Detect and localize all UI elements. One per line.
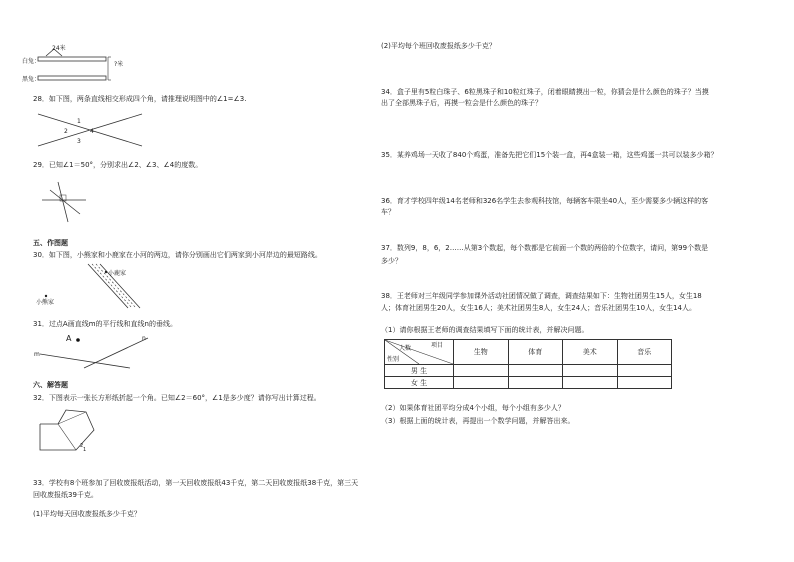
q38-part3-text: （3）根据上面的统计表，再提出一个数学问题，并解答出来。 (381, 417, 575, 425)
fig28-label-1: 1 (77, 118, 81, 125)
table-diagonal-header (385, 340, 454, 365)
q28-text: 28．如下图，两条直线相交形成四个角，请推理说明图中的∠1=∠3. (33, 95, 247, 103)
bear-home-dot (45, 295, 47, 297)
fig27-label-white: 白兔： (22, 58, 41, 65)
col-header-music: 音乐 (617, 340, 672, 365)
header-people-label: 人数 (399, 345, 412, 352)
q27-bar-diagram (28, 40, 128, 90)
row-header-boys: 男 生 (385, 365, 454, 377)
col-header-biology: 生物 (454, 340, 509, 365)
q33-text: 33．学校有8个班参加了回收废报纸活动，第一天回收废报纸43千克，第二天回收废报纸38千克，第三天回收废报纸39千克。 (33, 479, 359, 499)
cell-blank[interactable] (454, 377, 509, 389)
line-n (84, 338, 148, 368)
cell-blank[interactable] (454, 365, 509, 377)
q32-text: 32．下图表示一张长方形纸折起一个角。已知∠2＝60°，∠1是多少度？请你写出计算过程。 (33, 394, 321, 402)
header-gender-label: 性别 (387, 356, 400, 363)
line-m (40, 354, 130, 368)
header-item-label: 项目 (431, 342, 444, 349)
col-header-sports: 体育 (508, 340, 563, 365)
table-row (385, 377, 672, 389)
table-row (385, 365, 672, 377)
cell-blank[interactable] (617, 377, 672, 389)
col-header-art: 美术 (563, 340, 618, 365)
cell-blank[interactable] (563, 365, 618, 377)
fig28-label-3: 3 (77, 138, 81, 145)
fig27-label-black: 黑兔： (22, 76, 41, 83)
black-rabbit-bar (38, 76, 106, 80)
deer-home-dot (105, 271, 107, 273)
deer-home-label: 小鹿家 (108, 270, 127, 277)
line-n-label: n (142, 335, 146, 342)
cell-blank[interactable] (508, 365, 563, 377)
fig28-label-2: 2 (64, 128, 68, 135)
q31-text: 31．过点A画直线m的平行线和直线n的垂线。 (33, 320, 177, 328)
q32-folded-paper-figure (38, 406, 98, 458)
fig32-label-1: 1 (83, 447, 87, 453)
q30-text: 30．如下图，小熊家和小鹿家在小河的两边，请你分别画出它们两家到小河岸边的最短路线。 (33, 251, 322, 259)
q29-text: 29．已知∠1＝50°，分别求出∠2、∠3、∠4的度数。 (33, 161, 203, 169)
cell-blank[interactable] (617, 365, 672, 377)
row-header-girls: 女 生 (385, 377, 454, 389)
q33-part1-text: (1)平均每天回收废报纸多少千克？ (33, 510, 141, 518)
q38-part2-text: （2）如果体育社团平均分成4个小组，每个小组有多少人？ (381, 404, 565, 412)
bear-home-label: 小熊家 (36, 299, 55, 306)
q35-text: 35．某养鸡场一天收了840个鸡蛋，准备先把它们15个装一盒，再4盒装一箱，这些鸡蛋一共可以装多少箱？ (381, 151, 718, 159)
point-a-label: A (66, 334, 72, 343)
point-a (76, 338, 80, 342)
white-rabbit-bar (38, 57, 106, 61)
section-5-heading: 五、作图题 (33, 239, 68, 247)
q38-part1-text: （1）请你根据王老师的调查结果填写下面的统计表，并解决问题。 (381, 326, 589, 334)
q37-text: 37．数列9，8，6，2……从第3个数起，每个数都是它前面一个数的两倍的个位数字，请问，第99个数是多少？ (381, 244, 709, 265)
q38-text: 38．王老师对三年级同学参加课外活动社团情况做了调查，调查结果如下：生物社团男生15人，女生18人；体育社团男生20人，女生16人；美术社团男生8人，女生24人；音乐社团男生10人，女生14人。 (381, 292, 702, 312)
cell-blank[interactable] (563, 377, 618, 389)
q36-text: 36．育才学校四年级14名老师和326名学生去参观科技馆，每辆客车限坐40人，至少需要多少辆这样的客车？ (381, 197, 709, 216)
fig27-label-top: 24米 (52, 45, 66, 52)
q31-lines-figure (36, 332, 156, 372)
q34-text: 34．盒子里有5粒白珠子、6粒黑珠子和10粒红珠子，闭着眼睛摸出一粒，你猜会是什么颜色的珠子？当摸出了全部黑珠子后，再摸一粒会是什么颜色的珠子？ (381, 88, 709, 107)
fig32-label-2: 2 (80, 443, 84, 449)
fig28-label-4: 4 (90, 128, 94, 135)
q29-angle-figure (40, 180, 90, 225)
q33-part2-text: (2)平均每个班回收废报纸多少千克？ (381, 42, 496, 50)
cell-blank[interactable] (508, 377, 563, 389)
statistics-table (384, 339, 672, 389)
fig27-label-side: ?米 (114, 61, 124, 68)
line-m-label: m (34, 351, 40, 358)
section-6-heading: 六、解答题 (33, 381, 68, 389)
